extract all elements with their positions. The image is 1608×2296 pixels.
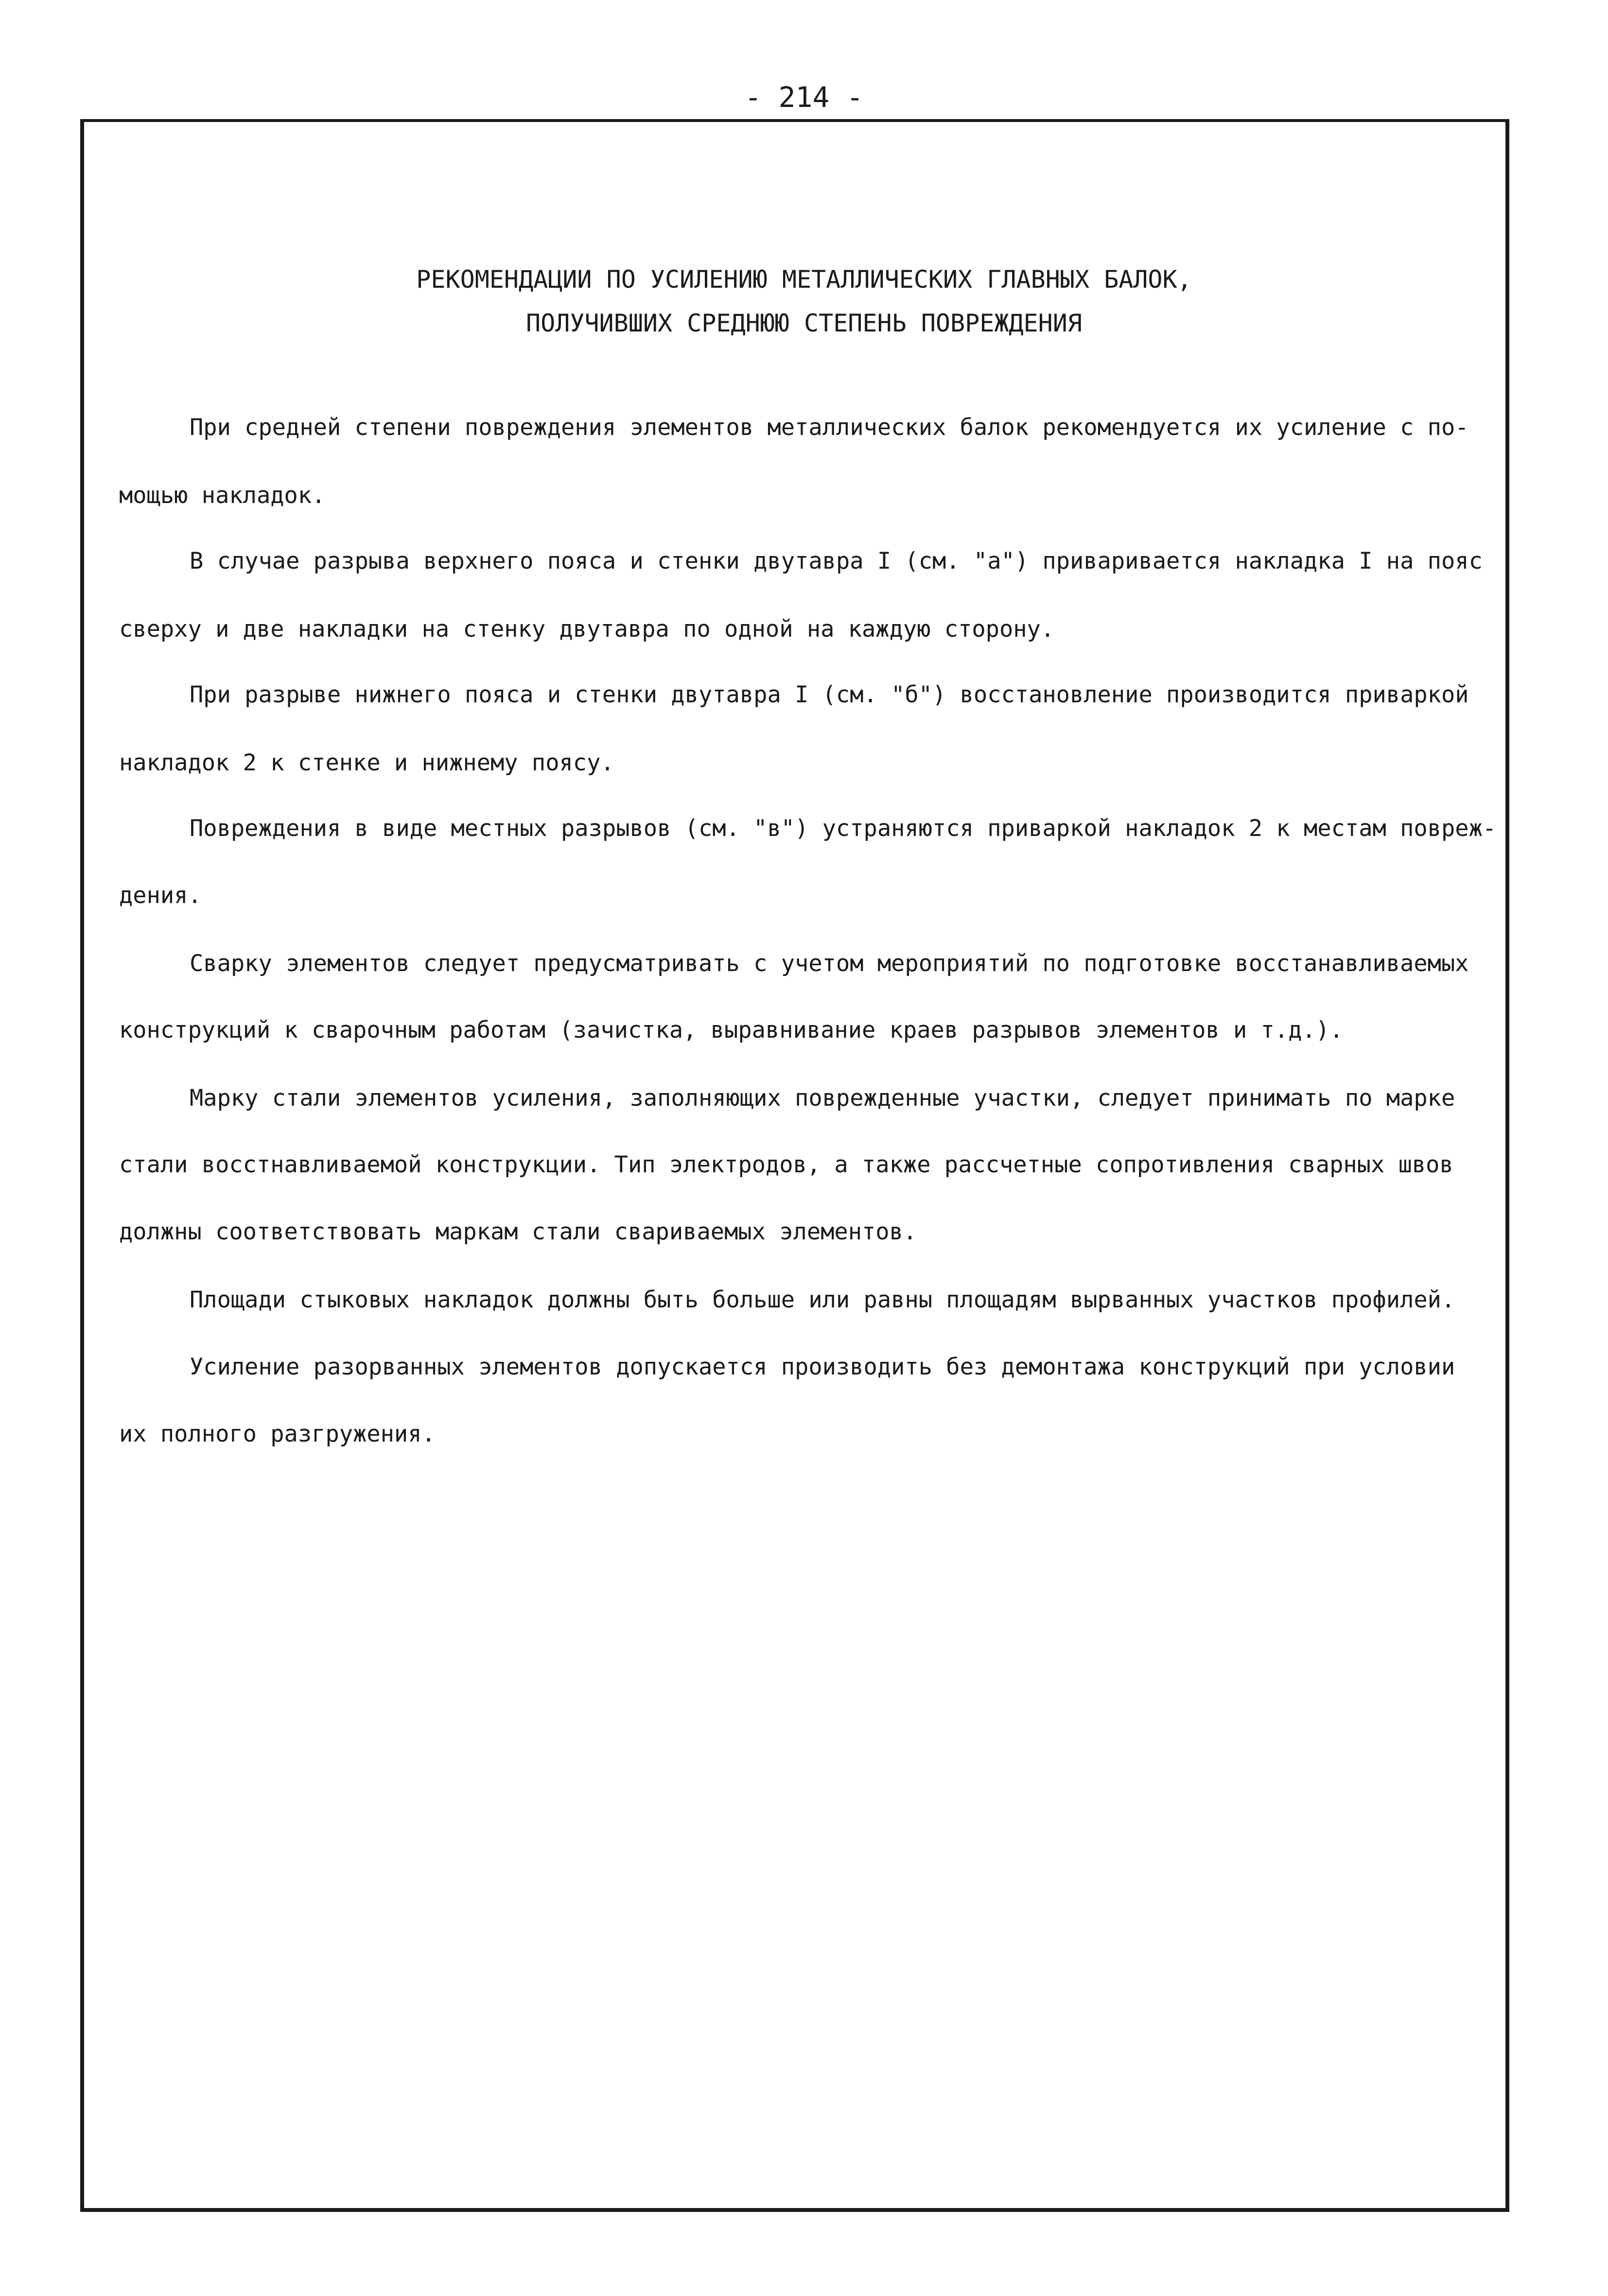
section-title-line-2: ПОЛУЧИВШИХ СРЕДНЮЮ СТЕПЕНЬ ПОВРЕЖДЕНИЯ (526, 309, 1082, 337)
paragraph-line: накладок 2 к стенке и нижнему поясу. (119, 749, 614, 776)
paragraph-line: Повреждения в виде местных разрывов (см. "в") устраняются приваркой накладок 2 к местам повреж- (190, 815, 1497, 842)
section-title-line-1: РЕКОМЕНДАЦИИ ПО УСИЛЕНИЮ МЕТАЛЛИЧЕСКИХ ГЛАВНЫХ БАЛОК, (416, 265, 1192, 294)
paragraph-line: В случае разрыва верхнего пояса и стенки двутавра I (см. "а") приваривается накладка I на пояс (190, 548, 1483, 574)
paragraph-line: стали восстнавливаемой конструкции. Тип электродов, а также рассчетные сопротивления сварных швов (119, 1151, 1453, 1178)
paragraph-line: Площади стыковых накладок должны быть больше или равны площадям вырванных участков профилей. (190, 1287, 1455, 1313)
paragraph-line: мощью накладок. (119, 482, 326, 509)
paragraph-line: их полного разгружения. (119, 1421, 436, 1447)
paragraph-line: Усиление разорванных элементов допускается производить без демонтажа конструкций при условии (190, 1354, 1455, 1380)
paragraph-line: должны соответствовать маркам стали свариваемых элементов. (119, 1218, 917, 1245)
paragraph-line: конструкций к сварочным работам (зачистка, выравнивание краев разрывов элементов и т.д.). (119, 1017, 1344, 1044)
paragraph-line: дения. (119, 882, 202, 909)
paragraph-line: Марку стали элементов усиления, заполняющих поврежденные участки, следует принимать по марке (190, 1085, 1455, 1112)
page-number: - 214 - (744, 81, 864, 114)
paragraph-line: сверху и две накладки на стенку двутавра по одной на каждую сторону. (119, 616, 1055, 643)
paragraph-line: При разрыве нижнего пояса и стенки двутавра I (см. "б") восстановление производится приваркой (190, 681, 1469, 708)
paragraph-line: Сварку элементов следует предусматривать с учетом мероприятий по подготовке восстанавливаемых (190, 950, 1469, 977)
paragraph-line: При средней степени повреждения элементов металлических балок рекомендуется их усиление с по- (190, 414, 1469, 441)
